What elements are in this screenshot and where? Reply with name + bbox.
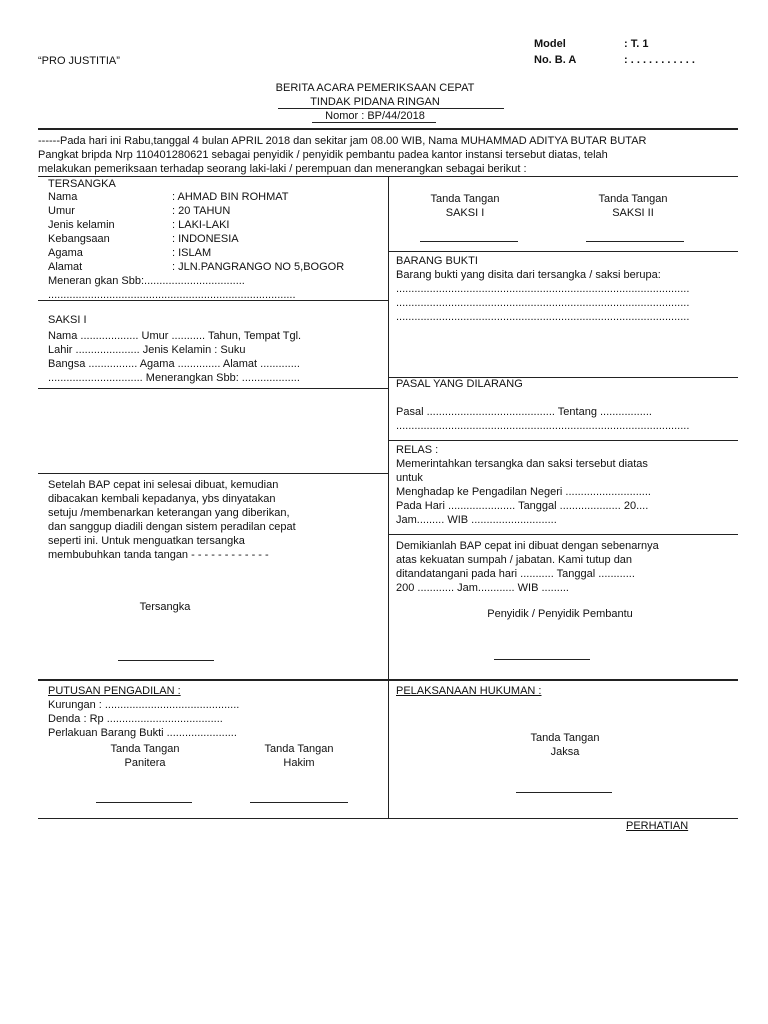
intro-line-1: ------Pada hari ini Rabu,tanggal 4 bulan APRIL 2018 dan sekitar jam 08.00 WIB, Nama MUHAMMAD ADITYA BUTAR BUTAR xyxy=(38,135,647,147)
intro-line-2: Pangkat bripda Nrp 110401280621 sebagai penyidik / penyidik pembantu padea kantor instansi tersebut diatas, telah xyxy=(38,149,608,161)
tersangka-heading: TERSANGKA xyxy=(48,178,116,190)
saksi-i-heading: SAKSI I xyxy=(48,314,87,326)
jaksa-signature-line xyxy=(516,792,612,793)
tersangka-signature-line xyxy=(118,660,214,661)
penyidik-signature-line xyxy=(494,659,590,660)
grid-line-middle xyxy=(38,679,738,681)
top-rule xyxy=(38,128,738,130)
document-number: Nomor : BP/44/2018 xyxy=(325,110,425,122)
field-label: Nama xyxy=(48,191,78,203)
grid-center-divider xyxy=(388,176,389,818)
model-label: Model xyxy=(534,38,566,50)
ttd-hakim-role: Hakim xyxy=(283,757,315,769)
penutup-line-1: Demikianlah BAP cepat ini dibuat dengan sebenarnya xyxy=(396,540,659,552)
tersangka-sign-label: Tersangka xyxy=(139,601,191,613)
grid-line-right-1 xyxy=(388,251,738,252)
ttd-saksi-2-label: Tanda Tangan xyxy=(598,193,668,205)
field-label: Jenis kelamin xyxy=(48,219,115,231)
field-value: : JLN.PANGRANGO NO 5,BOGOR xyxy=(172,261,345,273)
penutup-block xyxy=(396,539,659,595)
ttd-panitera-role: Panitera xyxy=(124,757,166,769)
ttd-panitera-label: Tanda Tangan xyxy=(110,743,180,755)
pasal-line-1: Pasal .......................................... Tentang ................. xyxy=(396,406,652,418)
model-value: : T. 1 xyxy=(624,38,649,50)
relas-line-2: untuk xyxy=(396,472,423,484)
persetujuan-block xyxy=(48,478,296,562)
persetujuan-line-1: Setelah BAP cepat ini selesai dibuat, kemudian xyxy=(48,479,279,491)
saksi-i-line-1: Nama ................... Umur ........... Tahun, Tempat Tgl. xyxy=(48,330,302,342)
field-value: : INDONESIA xyxy=(172,233,239,245)
persetujuan-line-6: membubuhkan tanda tangan - - - - - - - - - - - - xyxy=(48,549,269,561)
saksi-i-block xyxy=(48,313,301,385)
grid-line-right-4 xyxy=(388,534,738,535)
persetujuan-line-2: dibacakan kembali kepadanya, ybs dinyatakan xyxy=(48,493,276,505)
field-value: : ISLAM xyxy=(172,247,212,259)
field-label: Umur xyxy=(48,205,75,217)
perhatian-label: PERHATIAN xyxy=(626,820,689,832)
penutup-line-3: ditandatangani pada hari ........... Tanggal ............ xyxy=(396,568,635,580)
putusan-heading: PUTUSAN PENGADILAN : xyxy=(48,685,181,697)
barang-bukti-text: Barang bukti yang disita dari tersangka / saksi berupa: xyxy=(396,269,661,281)
document-title: BERITA ACARA PEMERIKSAAN CEPAT xyxy=(275,82,475,94)
pro-justitia-label: “PRO JUSTITIA” xyxy=(38,55,120,67)
persetujuan-line-4: dan sanggup diadili dengan sistem peradilan cepat xyxy=(48,521,296,533)
ttd-hakim-label: Tanda Tangan xyxy=(264,743,334,755)
panitera-signature-line xyxy=(96,802,192,803)
relas-line-3: Menghadap ke Pengadilan Negeri ............................ xyxy=(396,486,651,498)
penutup-line-4: 200 ............ Jam............ WIB ......... xyxy=(396,582,569,594)
putusan-denda: Denda : Rp ...................................... xyxy=(48,713,223,725)
barang-bukti-dots-2: ................................................................................................ xyxy=(396,297,690,309)
putusan-kurungan: Kurungan : ............................................ xyxy=(48,699,240,711)
tersangka-dots: ................................................................................. xyxy=(48,289,296,301)
pasal-heading: PASAL YANG DILARANG xyxy=(396,378,523,390)
ttd-jaksa-label: Tanda Tangan xyxy=(530,732,600,744)
barang-bukti-heading: BARANG BUKTI xyxy=(396,255,478,267)
pelaksanaan-heading: PELAKSANAAN HUKUMAN : xyxy=(396,685,542,697)
relas-block xyxy=(396,443,651,527)
field-value: : LAKI-LAKI xyxy=(172,219,230,231)
ttd-saksi-1-role: SAKSI I xyxy=(445,207,485,219)
barang-bukti-dots-3: ................................................................................................ xyxy=(396,311,690,323)
ttd-saksi-1-label: Tanda Tangan xyxy=(430,193,500,205)
hakim-signature-line xyxy=(250,802,348,803)
tersangka-fields xyxy=(48,190,344,302)
field-label: Alamat xyxy=(48,261,83,273)
no-ba-label: No. B. A xyxy=(534,54,577,66)
field-value: : AHMAD BIN ROHMAT xyxy=(172,191,289,203)
grid-line-right-3 xyxy=(388,440,738,441)
field-value: : 20 TAHUN xyxy=(172,205,231,217)
putusan-perlakuan: Perlakuan Barang Bukti ....................... xyxy=(48,727,237,739)
penutup-line-2: atas kekuatan sumpah / jabatan. Kami tutup dan xyxy=(396,554,633,566)
document-subtitle: TINDAK PIDANA RINGAN xyxy=(310,96,440,108)
field-label: Agama xyxy=(48,247,83,259)
penyidik-sign-label: Penyidik / Penyidik Pembantu xyxy=(487,608,633,620)
saksi-i-line-4: ............................... Menerangkan Sbb: ................... xyxy=(48,372,300,384)
barang-bukti-dots-1: ................................................................................................ xyxy=(396,283,690,295)
pasal-line-2: ................................................................................................ xyxy=(396,420,690,432)
persetujuan-line-5: seperti ini. Untuk menguatkan tersangka xyxy=(48,535,245,547)
tersangka-menerangkan: Meneran gkan Sbb:................................. xyxy=(48,275,245,287)
ttd-jaksa-role: Jaksa xyxy=(550,746,580,758)
saksi-1-signature-line xyxy=(420,241,518,242)
relas-line-4: Pada Hari ...................... Tanggal .................... 20.... xyxy=(396,500,649,512)
no-ba-value: : . . . . . . . . . . . xyxy=(624,54,695,66)
relas-heading: RELAS : xyxy=(396,444,439,456)
number-underline xyxy=(312,122,436,123)
relas-line-5: Jam......... WIB ............................ xyxy=(396,514,557,526)
ttd-saksi-2-role: SAKSI II xyxy=(612,207,654,219)
relas-line-1: Memerintahkan tersangka dan saksi tersebut diatas xyxy=(396,458,648,470)
grid-line-left-2 xyxy=(38,388,388,389)
persetujuan-line-3: setuju /membenarkan keterangan yang diberikan, xyxy=(48,507,290,519)
saksi-2-signature-line xyxy=(586,241,684,242)
saksi-i-line-2: Lahir ..................... Jenis Kelamin : Suku xyxy=(48,344,246,356)
barang-bukti-block xyxy=(396,254,689,324)
field-label: Kebangsaan xyxy=(48,233,110,245)
saksi-i-line-3: Bangsa ................ Agama .............. Alamat ............. xyxy=(48,358,300,370)
grid-line-left-3 xyxy=(38,473,388,474)
intro-line-3: melakukan pemeriksaan terhadap seorang laki-laki / perempuan dan menerangkan sebagai berikut : xyxy=(38,163,527,175)
putusan-block xyxy=(48,684,239,740)
